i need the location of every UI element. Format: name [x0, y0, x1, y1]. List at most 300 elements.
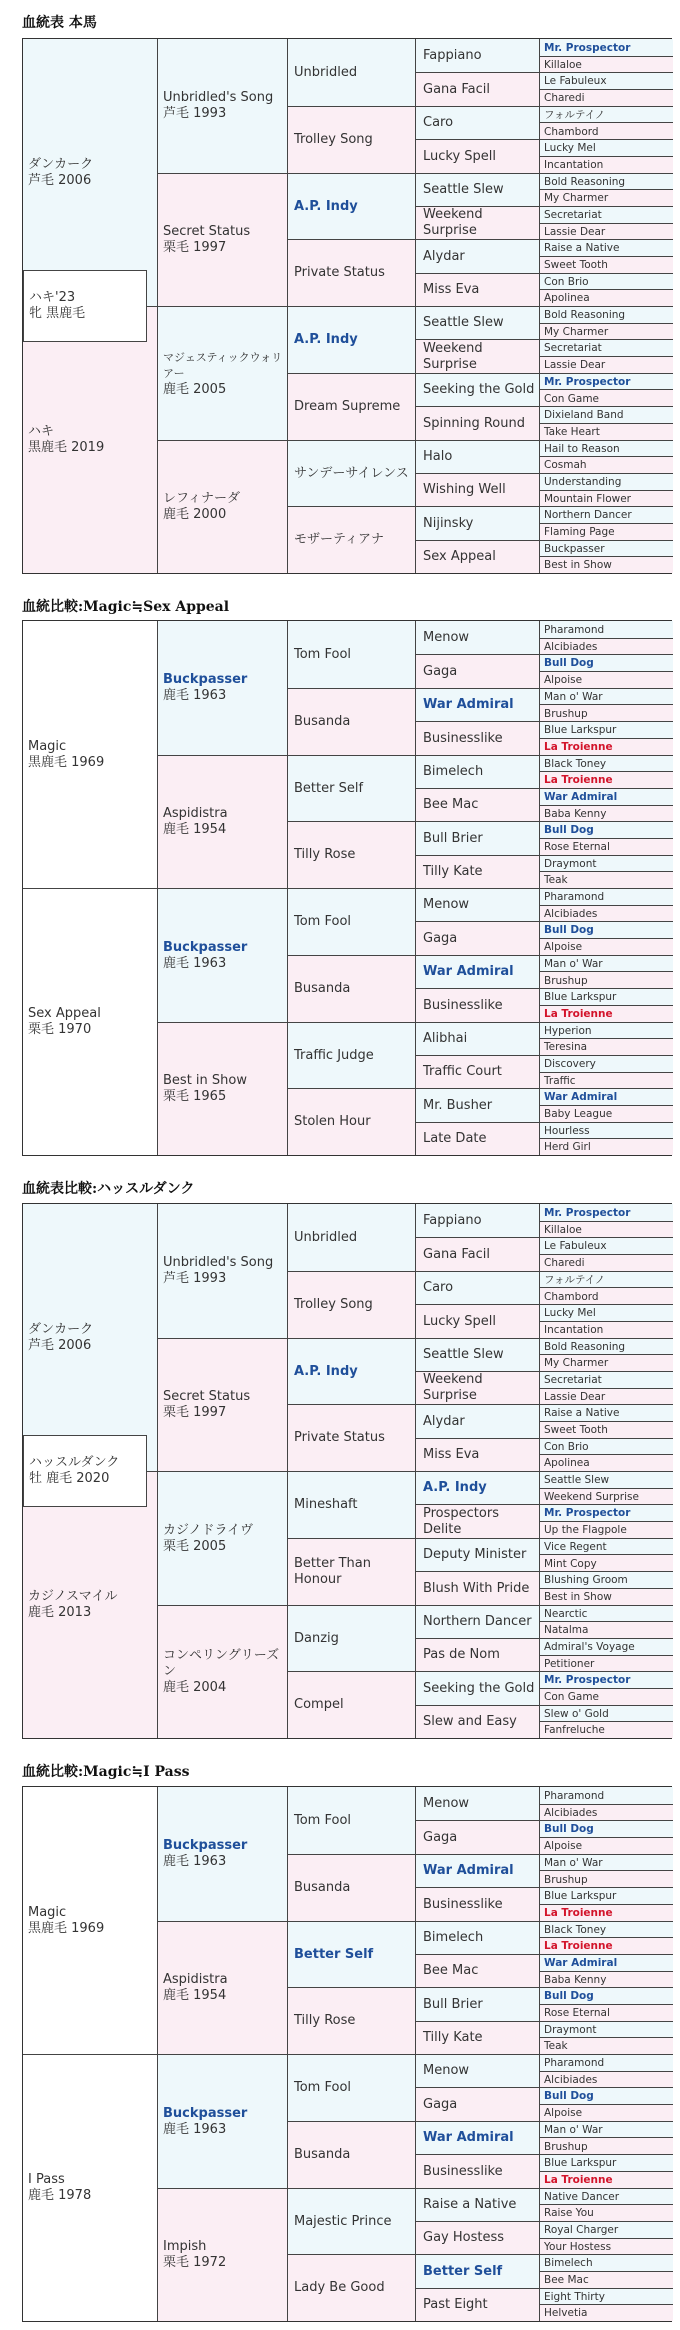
gen3-ancestor: [287, 1338, 415, 1405]
ancestor-name: Brushup: [544, 2140, 588, 2153]
pedigree-table: [22, 38, 672, 574]
gen5-ancestor: [539, 189, 673, 206]
ancestor-name: モザーティアナ: [294, 532, 384, 548]
ancestor-name: Understanding: [544, 475, 622, 488]
gen5-ancestor: [539, 106, 673, 123]
ancestor-name: Eight Thirty: [544, 2290, 605, 2303]
ancestor-name: Miss Eva: [423, 1447, 480, 1463]
gen4-ancestor: [415, 888, 539, 922]
gen5-ancestor: [539, 1388, 673, 1405]
gen5-ancestor: [539, 356, 673, 373]
gen4-ancestor: [415, 688, 539, 722]
gen2-ancestor: [157, 2188, 287, 2322]
ancestor-name: Hourless: [544, 1124, 590, 1137]
ancestor-name: Raise a Native: [544, 242, 620, 255]
gen5-ancestor: [539, 2071, 673, 2088]
gen3-ancestor: [287, 106, 415, 173]
gen5-ancestor: [539, 654, 673, 671]
ancestor-name: Pas de Nom: [423, 1647, 500, 1663]
gen4-ancestor: [415, 440, 539, 474]
gen5-ancestor: [539, 456, 673, 473]
ancestor-name: Bimelech: [544, 2257, 593, 2270]
gen3-ancestor: [287, 1671, 415, 1738]
ancestor-name: Prospectors Delite: [423, 1505, 499, 1537]
ancestor-name: Danzig: [294, 1630, 339, 1646]
gen2-ancestor: [157, 440, 287, 574]
ancestor-name: Bold Reasoning: [544, 309, 626, 322]
ancestor-name: Sweet Tooth: [544, 1424, 608, 1437]
gen5-ancestor: [539, 72, 673, 89]
gen5-ancestor: [539, 2304, 673, 2321]
gen5-ancestor: [539, 540, 673, 557]
ancestor-info: 鹿毛 2005: [163, 381, 227, 397]
ancestor-name: Pharamond: [544, 2057, 605, 2070]
ancestor-name: Alpoise: [544, 2107, 583, 2120]
gen5-ancestor: [539, 1022, 673, 1039]
ancestor-name: Secret Status: [163, 224, 251, 239]
ancestor-name: Lucky Spell: [423, 1313, 497, 1329]
gen2-ancestor: [157, 1204, 287, 1338]
gen5-ancestor: [539, 1504, 673, 1521]
gen5-ancestor: [539, 1721, 673, 1738]
gen4-ancestor: [415, 1854, 539, 1888]
gen5-ancestor: [539, 239, 673, 256]
gen1-ancestor: [23, 1471, 157, 1738]
ancestor-name: Bull Brier: [423, 830, 483, 846]
gen5-ancestor: [539, 2004, 673, 2021]
ancestor-name: War Admiral: [423, 697, 514, 713]
ancestor-name: Seattle Slew: [423, 315, 504, 331]
ancestor-name: War Admiral: [544, 1091, 618, 1104]
ancestor-name: Gana Facil: [423, 81, 490, 97]
gen4-ancestor: [415, 2054, 539, 2088]
ancestor-name: My Charmer: [544, 192, 609, 205]
gen2-ancestor: [157, 1787, 287, 1921]
ancestor-name: Seattle Slew: [544, 1474, 610, 1487]
gen2-ancestor: [157, 1022, 287, 1156]
ancestor-name: Compel: [294, 1697, 344, 1713]
ancestor-name: Bee Mac: [423, 1963, 479, 1979]
gen4-ancestor: [415, 1538, 539, 1572]
gen5-ancestor: [539, 938, 673, 955]
ancestor-name: Gay Hostess: [423, 2230, 505, 2246]
ancestor-name: Draymont: [544, 857, 597, 870]
ancestor-name: Lucky Mel: [544, 1307, 596, 1320]
ancestor-name: Lucky Mel: [544, 142, 596, 155]
gen4-ancestor: [415, 955, 539, 989]
ancestor-name: Helvetia: [544, 2307, 588, 2320]
ancestor-name: Secretariat: [544, 208, 602, 221]
ancestor-name: フォルテイノ: [544, 1273, 606, 1286]
ancestor-name: Mr. Busher: [423, 1097, 493, 1113]
ancestor-name: Weekend Surprise: [544, 1490, 639, 1503]
gen5-ancestor: [539, 139, 673, 156]
gen5-ancestor: [539, 2104, 673, 2121]
pedigree-table: [22, 620, 672, 1156]
gen5-ancestor: [539, 1954, 673, 1971]
gen2-ancestor: [157, 173, 287, 307]
gen5-ancestor: [539, 1571, 673, 1588]
ancestor-name: Le Fabuleux: [544, 1240, 607, 1253]
ancestor-name: Bull Dog: [544, 824, 594, 837]
ancestor-name: フォルテイノ: [544, 108, 606, 121]
gen5-ancestor: [539, 1404, 673, 1421]
ancestor-name: Sex Appeal: [423, 548, 496, 564]
gen4-ancestor: [415, 1921, 539, 1955]
gen3-ancestor: [287, 2254, 415, 2321]
ancestor-name: Hyperion: [544, 1024, 592, 1037]
gen4-ancestor: [415, 1820, 539, 1854]
ancestor-name: Weekend Surprise: [423, 1372, 483, 1404]
ancestor-name: Rose Eternal: [544, 841, 610, 854]
gen5-ancestor: [539, 156, 673, 173]
gen4-ancestor: [415, 1237, 539, 1271]
ancestor-name: Alydar: [423, 248, 465, 264]
gen4-ancestor: [415, 1338, 539, 1372]
ancestor-name: Majestic Prince: [294, 2213, 392, 2229]
ancestor-name: Alcibiades: [544, 907, 598, 920]
gen5-ancestor: [539, 39, 673, 56]
gen4-ancestor: [415, 2221, 539, 2255]
gen4-ancestor: [415, 721, 539, 755]
ancestor-info: 黒鹿毛 1969: [28, 1920, 105, 1936]
ancestor-name: Alydar: [423, 1413, 465, 1429]
gen5-ancestor: [539, 721, 673, 738]
gen5-ancestor: [539, 490, 673, 507]
ancestor-name: Blue Larkspur: [544, 724, 617, 737]
gen5-ancestor: [539, 506, 673, 523]
ancestor-info: 鹿毛 2000: [163, 506, 227, 522]
gen5-ancestor: [539, 1371, 673, 1388]
ancestor-name: Better Than Honour: [294, 1555, 371, 1587]
ancestor-name: Incantation: [544, 1323, 604, 1336]
gen4-ancestor: [415, 821, 539, 855]
ancestor-name: カジノドライヴ: [163, 1522, 254, 1538]
ancestor-name: Mr. Prospector: [544, 375, 631, 388]
ancestor-name: Unbridled: [294, 64, 358, 80]
ancestor-name: Private Status: [294, 265, 385, 281]
gen5-ancestor: [539, 988, 673, 1005]
gen5-ancestor: [539, 1521, 673, 1538]
gen5-ancestor: [539, 89, 673, 106]
ancestor-name: Secretariat: [544, 1373, 602, 1386]
gen5-ancestor: [539, 1138, 673, 1155]
ancestor-name: Seattle Slew: [423, 181, 504, 197]
gen5-ancestor: [539, 1488, 673, 1505]
gen5-ancestor: [539, 888, 673, 905]
gen3-ancestor: [287, 1787, 415, 1854]
ancestor-name: Buckpasser: [163, 672, 248, 687]
gen4-ancestor: [415, 406, 539, 440]
gen2-ancestor: [157, 306, 287, 440]
gen4-ancestor: [415, 39, 539, 73]
ancestor-info: 芦毛 1993: [163, 106, 227, 121]
ancestor-name: Bold Reasoning: [544, 175, 626, 188]
gen5-ancestor: [539, 1971, 673, 1988]
ancestor-name: Alcibiades: [544, 640, 598, 653]
gen5-ancestor: [539, 1221, 673, 1238]
ancestor-name: Better Self: [294, 1946, 374, 1962]
gen5-ancestor: [539, 2054, 673, 2071]
ancestor-name: ハキ: [28, 424, 55, 439]
gen5-ancestor: [539, 339, 673, 356]
ancestor-info: 栗毛 1997: [163, 240, 227, 255]
ancestor-name: Blush With Pride: [423, 1580, 530, 1596]
ancestor-name: Deputy Minister: [423, 1547, 527, 1563]
ancestor-name: Magic: [28, 738, 67, 754]
ancestor-name: Magic: [28, 1904, 67, 1920]
gen3-ancestor: [287, 2054, 415, 2121]
ancestor-name: Alibhai: [423, 1030, 468, 1046]
ancestor-name: Lassie Dear: [544, 225, 606, 238]
ancestor-name: A.P. Indy: [423, 1480, 487, 1496]
ancestor-name: レフィナーダ: [163, 490, 240, 506]
ancestor-name: Businesslike: [423, 2163, 503, 2179]
ancestor-info: 芦毛 2006: [28, 172, 92, 188]
ancestor-name: Tom Fool: [294, 914, 352, 930]
ancestor-name: Pharamond: [544, 1789, 605, 1802]
gen4-ancestor: [415, 2087, 539, 2121]
ancestor-name: Man o' War: [544, 690, 603, 703]
gen3-ancestor: [287, 506, 415, 573]
ancestor-name: Busanda: [294, 980, 351, 996]
ancestor-name: Black Toney: [544, 1923, 607, 1936]
gen4-ancestor: [415, 1204, 539, 1238]
ancestor-name: Bold Reasoning: [544, 1340, 626, 1353]
ancestor-info: 鹿毛 1963: [163, 688, 227, 703]
ancestor-name: Chambord: [544, 125, 599, 138]
gen5-ancestor: [539, 1038, 673, 1055]
gen5-ancestor: [539, 1921, 673, 1938]
ancestor-name: Pharamond: [544, 891, 605, 904]
ancestor-info: 黒鹿毛 1969: [28, 754, 105, 770]
ancestor-name: Flaming Page: [544, 526, 615, 539]
ancestor-name: Fappiano: [423, 47, 482, 63]
ancestor-name: Unbridled's Song: [163, 90, 274, 105]
ancestor-info: 芦毛 1993: [163, 1271, 227, 1286]
gen3-ancestor: [287, 1271, 415, 1338]
section-title: 血統比較:Magic≒I Pass: [22, 1764, 190, 1780]
gen4-ancestor: [415, 1705, 539, 1738]
ancestor-name: Le Fabuleux: [544, 75, 607, 88]
gen5-ancestor: [539, 788, 673, 805]
section-title: 血統表 本馬: [22, 15, 97, 31]
ancestor-name: Businesslike: [423, 1896, 503, 1912]
ancestor-name: La Troienne: [544, 1940, 613, 1953]
gen4-ancestor: [415, 506, 539, 540]
ancestor-name: Slew and Easy: [423, 1713, 517, 1729]
gen2-ancestor: [157, 621, 287, 755]
foal-name: ハッスルダンク: [29, 1455, 120, 1470]
ancestor-name: Aspidistra: [163, 806, 228, 821]
ancestor-name: Blue Larkspur: [544, 2157, 617, 2170]
gen5-ancestor: [539, 289, 673, 306]
ancestor-name: Tilly Kate: [423, 2030, 483, 2046]
gen3-ancestor: [287, 621, 415, 688]
ancestor-name: Stolen Hour: [294, 1114, 371, 1130]
ancestor-name: Northern Dancer: [544, 509, 632, 522]
ancestor-name: Royal Charger: [544, 2223, 619, 2236]
gen4-ancestor: [415, 988, 539, 1022]
gen2-ancestor: [157, 755, 287, 889]
gen5-ancestor: [539, 323, 673, 340]
ancestor-name: Incantation: [544, 158, 604, 171]
ancestor-name: Your Hostess: [544, 2240, 612, 2253]
gen5-ancestor: [539, 256, 673, 273]
ancestor-name: Nearctic: [544, 1607, 588, 1620]
gen5-ancestor: [539, 855, 673, 872]
gen5-ancestor: [539, 2238, 673, 2255]
ancestor-name: Gaga: [423, 663, 458, 679]
ancestor-name: Aspidistra: [163, 1972, 228, 1987]
ancestor-name: La Troienne: [544, 1906, 613, 1919]
ancestor-name: Pharamond: [544, 623, 605, 636]
ancestor-name: Baba Kenny: [544, 807, 607, 820]
ancestor-name: Brushup: [544, 707, 588, 720]
ancestor-name: ダンカーク: [28, 156, 94, 172]
gen4-ancestor: [415, 1088, 539, 1122]
ancestor-name: Tilly Rose: [294, 847, 356, 863]
gen5-ancestor: [539, 1671, 673, 1688]
ancestor-name: Traffic: [544, 1074, 576, 1087]
ancestor-name: Businesslike: [423, 997, 503, 1013]
ancestor-name: Bull Dog: [544, 924, 594, 937]
ancestor-name: Mr. Prospector: [544, 1674, 631, 1687]
ancestor-name: Gaga: [423, 1829, 458, 1845]
gen5-ancestor: [539, 2188, 673, 2205]
gen5-ancestor: [539, 2037, 673, 2054]
gen3-ancestor: [287, 755, 415, 822]
gen4-ancestor: [415, 654, 539, 688]
gen5-ancestor: [539, 704, 673, 721]
gen5-ancestor: [539, 921, 673, 938]
ancestor-name: Con Brio: [544, 1440, 589, 1453]
ancestor-name: Northern Dancer: [423, 1613, 532, 1629]
gen1-ancestor: [23, 1787, 157, 2055]
ancestor-name: Buckpasser: [163, 2105, 248, 2121]
ancestor-name: Charedi: [544, 1257, 585, 1270]
ancestor-name: Best in Show: [544, 1590, 612, 1603]
gen4-ancestor: [415, 1304, 539, 1338]
gen4-ancestor: [415, 788, 539, 822]
ancestor-name: Mint Copy: [544, 1557, 597, 1570]
gen5-ancestor: [539, 688, 673, 705]
ancestor-name: Spinning Round: [423, 415, 525, 431]
ancestor-name: Traffic Court: [423, 1064, 502, 1080]
gen4-ancestor: [415, 1787, 539, 1821]
ancestor-name: Impish: [163, 2238, 207, 2254]
ancestor-name: Wishing Well: [423, 482, 506, 498]
gen5-ancestor: [539, 423, 673, 440]
ancestor-info: 鹿毛 2013: [28, 1605, 92, 1620]
gen4-ancestor: [415, 2288, 539, 2321]
gen2-ancestor: [157, 1605, 287, 1739]
gen5-ancestor: [539, 2271, 673, 2288]
gen4-ancestor: [415, 1638, 539, 1672]
gen3-ancestor: [287, 373, 415, 440]
ancestor-name: Bee Mac: [423, 797, 479, 813]
gen5-ancestor: [539, 2288, 673, 2305]
ancestor-name: Buckpasser: [163, 1838, 248, 1853]
ancestor-name: A.P. Indy: [294, 332, 358, 348]
ancestor-name: Seattle Slew: [423, 1346, 504, 1362]
ancestor-name: War Admiral: [423, 2130, 514, 2146]
ancestor-name: Apolinea: [544, 1457, 590, 1470]
gen1-ancestor: [23, 39, 157, 307]
ancestor-name: Better Self: [423, 2263, 503, 2279]
gen5-ancestor: [539, 1304, 673, 1321]
ancestor-name: Bee Mac: [544, 2274, 589, 2287]
gen3-ancestor: [287, 239, 415, 306]
ancestor-name: War Admiral: [544, 1956, 618, 1969]
gen1-ancestor: [23, 1204, 157, 1472]
gen5-ancestor: [539, 671, 673, 688]
ancestor-info: 鹿毛 2004: [163, 1679, 227, 1695]
gen5-ancestor: [539, 1055, 673, 1072]
ancestor-name: Bull Dog: [544, 1823, 594, 1836]
ancestor-name: Lucky Spell: [423, 148, 497, 164]
gen4-ancestor: [415, 206, 539, 240]
gen4-ancestor: [415, 273, 539, 307]
ancestor-name: Lassie Dear: [544, 359, 606, 372]
ancestor-name: Raise a Native: [423, 2196, 517, 2212]
ancestor-name: Seeking the Gold: [423, 1680, 535, 1696]
gen5-ancestor: [539, 2221, 673, 2238]
gen4-ancestor: [415, 2254, 539, 2288]
ancestor-name: Best in Show: [163, 1072, 247, 1088]
ancestor-name: Raise a Native: [544, 1407, 620, 1420]
ancestor-info: 鹿毛 1954: [163, 1988, 227, 2003]
ancestor-name: My Charmer: [544, 325, 609, 338]
ancestor-name: Man o' War: [544, 957, 603, 970]
ancestor-name: Menow: [423, 629, 470, 645]
gen4-ancestor: [415, 1122, 539, 1155]
ancestor-name: Teresina: [544, 1041, 588, 1054]
gen5-ancestor: [539, 1787, 673, 1804]
gen5-ancestor: [539, 1321, 673, 1338]
gen5-ancestor: [539, 1088, 673, 1105]
ancestor-info: 鹿毛 1954: [163, 822, 227, 837]
gen5-ancestor: [539, 871, 673, 888]
gen5-ancestor: [539, 223, 673, 240]
ancestor-name: Weekend Surprise: [423, 340, 483, 372]
ancestor-info: 芦毛 2006: [28, 1337, 92, 1353]
gen4-ancestor: [415, 855, 539, 889]
gen3-ancestor: [287, 1471, 415, 1538]
ancestor-name: Mr. Prospector: [544, 1507, 631, 1520]
ancestor-name: Cosmah: [544, 459, 587, 472]
gen3-ancestor: [287, 1538, 415, 1605]
gen5-ancestor: [539, 755, 673, 772]
ancestor-name: Man o' War: [544, 2123, 603, 2136]
ancestor-name: Bull Brier: [423, 1996, 483, 2012]
ancestor-name: Con Game: [544, 1691, 600, 1704]
ancestor-name: A.P. Indy: [294, 1363, 358, 1379]
gen4-ancestor: [415, 2021, 539, 2055]
gen5-ancestor: [539, 406, 673, 423]
gen5-ancestor: [539, 1937, 673, 1954]
ancestor-name: A.P. Indy: [294, 198, 358, 214]
gen5-ancestor: [539, 1122, 673, 1139]
ancestor-name: Alpoise: [544, 1840, 583, 1853]
gen1-ancestor: [23, 2054, 157, 2321]
ancestor-name: Bull Dog: [544, 1990, 594, 2003]
gen5-ancestor: [539, 1638, 673, 1655]
gen3-ancestor: [287, 821, 415, 888]
ancestor-name: Slew o' Gold: [544, 1707, 609, 1720]
gen3-ancestor: [287, 1404, 415, 1471]
ancestor-name: Bimelech: [423, 1929, 484, 1945]
